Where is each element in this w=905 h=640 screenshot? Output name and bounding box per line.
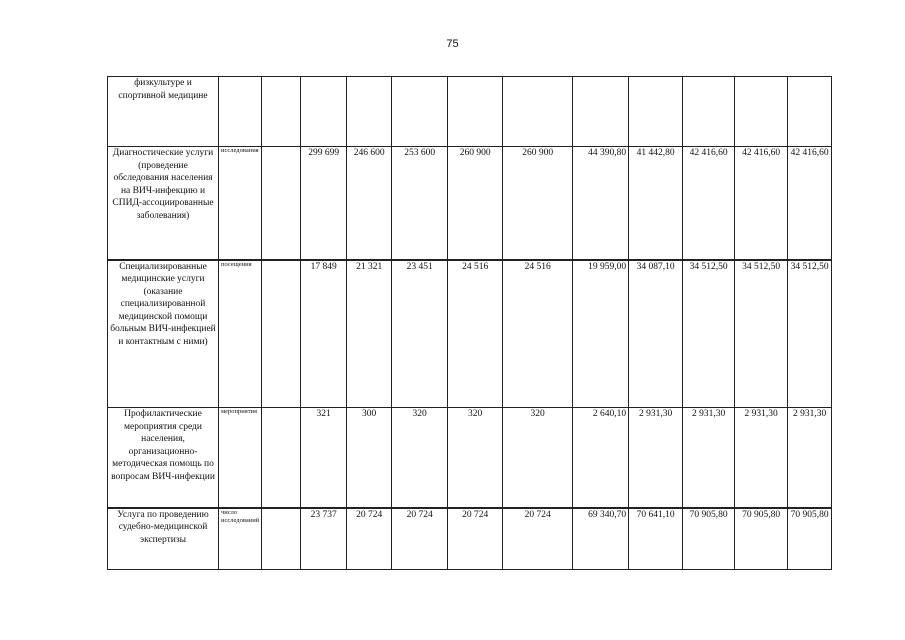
value-cell xyxy=(301,77,347,147)
value-cell: 42 416,60 xyxy=(735,147,788,260)
value-cell: 19 959,00 xyxy=(573,260,629,408)
value-cell xyxy=(262,77,301,147)
value-cell: 320 xyxy=(392,408,448,508)
services-table xyxy=(107,76,832,570)
value-cell: 260 900 xyxy=(503,147,573,260)
value-cell: 34 512,50 xyxy=(788,260,832,408)
value-cell: 299 699 xyxy=(301,147,347,260)
value-cell: 44 390,80 xyxy=(573,147,629,260)
value-cell: 70 905,80 xyxy=(735,508,788,570)
table-row xyxy=(108,260,832,408)
value-cell xyxy=(262,260,301,408)
value-cell: 246 600 xyxy=(347,147,392,260)
value-cell: 2 931,30 xyxy=(683,408,735,508)
value-cell: 42 416,60 xyxy=(788,147,832,260)
table-row xyxy=(108,77,832,147)
value-cell xyxy=(788,77,832,147)
value-cell: 41 442,80 xyxy=(629,147,683,260)
value-cell: 69 340,70 xyxy=(573,508,629,570)
value-cell: 2 931,30 xyxy=(735,408,788,508)
value-cell: 21 321 xyxy=(347,260,392,408)
value-cell: 24 516 xyxy=(448,260,503,408)
value-cell: 2 640,10 xyxy=(573,408,629,508)
value-cell xyxy=(262,508,301,570)
service-name-cell: Услуга по проведению судебно-медицинской экспертизы xyxy=(108,508,219,570)
service-name-cell: Профилактические мероприятия среди населения, организационно-методическая помощь по вопросам ВИЧ-инфекции xyxy=(108,408,219,508)
value-cell xyxy=(683,77,735,147)
service-name-cell: физкультуре и спортивной медицине xyxy=(108,77,219,147)
value-cell: 321 xyxy=(301,408,347,508)
value-cell: 42 416,60 xyxy=(683,147,735,260)
value-cell: 2 931,30 xyxy=(629,408,683,508)
value-cell: 320 xyxy=(448,408,503,508)
service-name-cell: Диагностические услуги (проведение обследования населения на ВИЧ-инфекцию и СПИД-ассоциированные заболевания) xyxy=(108,147,219,260)
value-cell: 20 724 xyxy=(392,508,448,570)
value-cell xyxy=(448,77,503,147)
value-cell xyxy=(392,77,448,147)
value-cell: 300 xyxy=(347,408,392,508)
unit-cell: число исследований xyxy=(219,508,262,570)
value-cell xyxy=(347,77,392,147)
table-row xyxy=(108,147,832,260)
value-cell xyxy=(629,77,683,147)
value-cell: 70 641,10 xyxy=(629,508,683,570)
value-cell: 253 600 xyxy=(392,147,448,260)
page-number: 75 xyxy=(446,38,459,50)
value-cell: 70 905,80 xyxy=(788,508,832,570)
value-cell xyxy=(735,77,788,147)
value-cell xyxy=(262,408,301,508)
value-cell: 70 905,80 xyxy=(683,508,735,570)
value-cell: 34 512,50 xyxy=(735,260,788,408)
unit-cell: посещения xyxy=(219,260,262,408)
value-cell: 320 xyxy=(503,408,573,508)
value-cell: 23 737 xyxy=(301,508,347,570)
value-cell: 34 512,50 xyxy=(683,260,735,408)
value-cell: 2 931,30 xyxy=(788,408,832,508)
unit-cell: мероприятия xyxy=(219,408,262,508)
table-row xyxy=(108,508,832,570)
value-cell: 20 724 xyxy=(448,508,503,570)
value-cell xyxy=(503,77,573,147)
unit-cell xyxy=(219,77,262,147)
value-cell: 24 516 xyxy=(503,260,573,408)
value-cell: 260 900 xyxy=(448,147,503,260)
value-cell: 23 451 xyxy=(392,260,448,408)
value-cell xyxy=(262,147,301,260)
value-cell: 20 724 xyxy=(347,508,392,570)
value-cell: 20 724 xyxy=(503,508,573,570)
unit-cell: исследования xyxy=(219,147,262,260)
value-cell: 17 849 xyxy=(301,260,347,408)
value-cell: 34 087,10 xyxy=(629,260,683,408)
service-name-cell: Специализированные медицинские услуги (оказание специализированной медицинской помощи больным ВИЧ-инфекцией и контактным с ними) xyxy=(108,260,219,408)
table-row xyxy=(108,408,832,508)
value-cell xyxy=(573,77,629,147)
